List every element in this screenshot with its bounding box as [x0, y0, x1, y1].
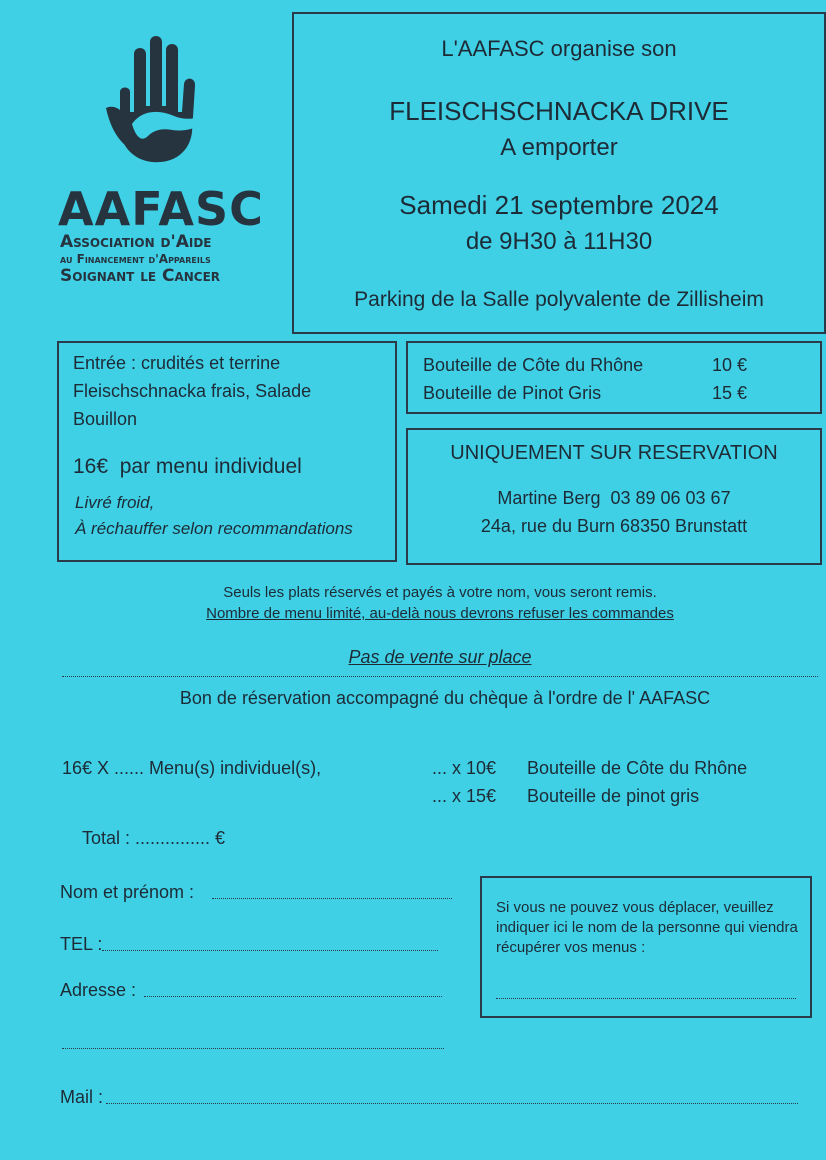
- logo-line3: Soignant le Cancer: [60, 266, 221, 286]
- notice-no-sale: Pas de vente sur place: [348, 647, 532, 667]
- tel-label: TEL :: [60, 934, 103, 954]
- wine-name: Bouteille de Côte du Rhône: [423, 355, 644, 375]
- notice-limited: Nombre de menu limité, au-delà nous devrons refuser les commandes: [206, 605, 674, 622]
- wine-price: 10 €: [712, 355, 748, 375]
- wine2-label: Bouteille de pinot gris: [527, 786, 700, 806]
- event-date: Samedi 21 septembre 2024: [399, 190, 719, 220]
- notice-paid: Seuls les plats réservés et payés à votre nom, vous seront remis.: [223, 584, 657, 601]
- wine-name: Bouteille de Pinot Gris: [423, 383, 602, 403]
- name-label: Nom et prénom :: [60, 882, 195, 902]
- menu-note1: Livré froid,: [75, 493, 155, 512]
- address-input-line-2[interactable]: [62, 1048, 444, 1049]
- wine1-label: Bouteille de Côte du Rhône: [527, 758, 748, 778]
- menu-line2: Fleischschnacka frais, Salade: [73, 381, 312, 401]
- mail-label: Mail :: [60, 1087, 104, 1107]
- separator-line: [62, 676, 818, 677]
- menu-price: 16€ par menu individuel: [73, 455, 302, 478]
- logo-acronym: AAFASC: [58, 182, 264, 236]
- wine1-quantity-field[interactable]: ... x 10€: [432, 758, 497, 778]
- menu-box: [57, 341, 397, 562]
- logo-line2: au Financement d'Appareils: [60, 252, 211, 266]
- menu-line1: Entrée : crudités et terrine: [73, 353, 281, 373]
- reservation-title: UNIQUEMENT SUR RESERVATION: [450, 442, 778, 464]
- wine2-quantity-field[interactable]: ... x 15€: [432, 786, 497, 806]
- tel-input-line[interactable]: [102, 950, 438, 951]
- mail-input-line[interactable]: [106, 1103, 798, 1104]
- pickup-name-line[interactable]: [496, 998, 796, 999]
- event-time: de 9H30 à 11H30: [465, 228, 653, 255]
- menu-line3: Bouillon: [73, 409, 138, 429]
- event-mode: A emporter: [500, 134, 618, 161]
- event-place: Parking de la Salle polyvalente de Zillisheim: [354, 288, 764, 311]
- address-label: Adresse :: [60, 980, 137, 1000]
- hands-icon: [92, 32, 232, 172]
- name-input-line[interactable]: [212, 898, 452, 899]
- form-title: Bon de réservation accompagné du chèque à l'ordre de l' AAFASC: [179, 688, 711, 708]
- reservation-box: [406, 428, 822, 565]
- event-header-box: [292, 12, 826, 334]
- wine-box: [406, 341, 822, 414]
- menu-quantity-field[interactable]: 16€ X ...... Menu(s) individuel(s),: [62, 758, 322, 778]
- pickup-note: Si vous ne pouvez vous déplacer, veuillez indiquer ici le nom de la personne qui viendra récupérer vos menus :: [496, 899, 798, 956]
- event-title: FLEISCHSCHNACKA DRIVE: [389, 96, 729, 126]
- reservation-contact: Martine Berg 03 89 06 03 67: [497, 488, 731, 508]
- menu-note2: À réchauffer selon recommandations: [75, 519, 353, 538]
- total-field[interactable]: Total : ............... €: [82, 828, 226, 848]
- wine-price: 15 €: [712, 383, 748, 403]
- logo-line1: Association d'Aide: [60, 232, 212, 252]
- reservation-address: 24a, rue du Burn 68350 Brunstatt: [480, 516, 748, 536]
- address-input-line[interactable]: [144, 996, 442, 997]
- event-intro: L'AAFASC organise son: [441, 36, 677, 61]
- pickup-box: [480, 876, 812, 1018]
